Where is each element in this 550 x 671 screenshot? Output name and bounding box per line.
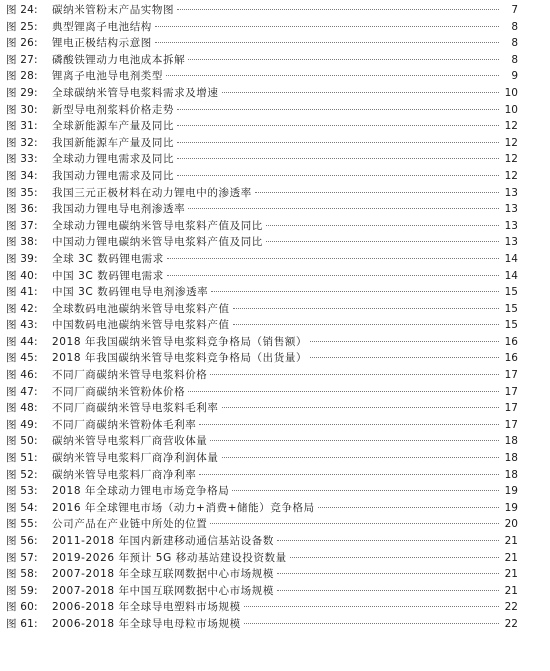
toc-entry[interactable] xyxy=(6,284,518,301)
figure-number: 图 58: xyxy=(6,568,38,581)
figure-number: 图 52: xyxy=(6,468,38,481)
page-number: 12 xyxy=(504,120,518,133)
figure-number: 图 29: xyxy=(6,86,38,99)
page-number: 14 xyxy=(504,252,518,265)
page-number: 21 xyxy=(504,551,518,564)
toc-entry[interactable] xyxy=(6,550,518,567)
dot-leader xyxy=(210,374,499,375)
toc-entry[interactable] xyxy=(6,500,518,517)
page-number: 8 xyxy=(511,37,518,50)
page-number: 12 xyxy=(504,153,518,166)
page-number: 10 xyxy=(504,103,518,116)
figure-number: 图 31: xyxy=(6,120,38,133)
dot-leader xyxy=(177,142,499,143)
dot-leader xyxy=(188,391,499,392)
page-number: 16 xyxy=(504,352,518,365)
figure-number: 图 60: xyxy=(6,601,38,614)
toc-entry[interactable] xyxy=(6,516,518,533)
page-number: 19 xyxy=(504,501,518,514)
dot-leader xyxy=(232,490,499,491)
dot-leader xyxy=(155,26,499,27)
figure-number: 图 37: xyxy=(6,219,38,232)
toc-entry[interactable] xyxy=(6,367,518,384)
figure-number: 图 41: xyxy=(6,286,38,299)
page-number: 22 xyxy=(504,601,518,614)
figure-number: 图 34: xyxy=(6,169,38,182)
figure-title: 不同厂商碳纳米管导电浆料价格 xyxy=(52,369,208,382)
figure-title: 我国动力锂电需求及同比 xyxy=(52,169,175,182)
toc-entry[interactable] xyxy=(6,251,518,268)
dot-leader xyxy=(155,42,499,43)
page-number: 21 xyxy=(504,568,518,581)
figure-title: 2011-2018 年国内新建移动通信基站设备数 xyxy=(52,535,274,547)
page-number: 17 xyxy=(504,418,518,431)
figure-title: 典型锂离子电池结构 xyxy=(52,20,152,33)
toc-entry[interactable] xyxy=(6,350,518,367)
dot-leader xyxy=(188,208,499,209)
page-number: 13 xyxy=(504,219,518,232)
figure-number: 图 33: xyxy=(6,153,38,166)
dot-leader xyxy=(233,324,499,325)
figure-number: 图 46: xyxy=(6,369,38,382)
figure-title: 2019-2026 年预计 5G 移动基站建设投资数量 xyxy=(52,551,287,564)
toc-entry[interactable] xyxy=(6,68,518,85)
page-number: 10 xyxy=(504,86,518,99)
figure-title: 我国三元正极材料在动力锂电中的渗透率 xyxy=(52,186,252,199)
figure-title: 锂电正极结构示意图 xyxy=(52,37,152,50)
toc-entry[interactable] xyxy=(6,168,518,185)
page-number: 15 xyxy=(504,286,518,299)
page-number: 15 xyxy=(504,319,518,332)
figure-number: 图 28: xyxy=(6,70,38,83)
toc-entry[interactable] xyxy=(6,599,518,616)
figure-number: 图 57: xyxy=(6,551,38,564)
figure-number: 图 35: xyxy=(6,186,38,199)
figure-number: 图 61: xyxy=(6,617,38,630)
toc-entry[interactable] xyxy=(6,234,518,251)
figure-title: 碳纳米管导电浆料厂商净利润体量 xyxy=(52,452,219,465)
toc-entry[interactable] xyxy=(6,483,518,500)
dot-leader xyxy=(210,523,499,524)
figure-number: 图 30: xyxy=(6,103,38,116)
figure-number: 图 26: xyxy=(6,37,38,50)
figure-number: 图 27: xyxy=(6,53,38,66)
dot-leader xyxy=(266,225,499,226)
figure-number: 图 44: xyxy=(6,335,38,348)
figure-number: 图 48: xyxy=(6,402,38,415)
figure-number: 图 42: xyxy=(6,302,38,315)
page-number: 18 xyxy=(504,468,518,481)
page-number: 13 xyxy=(504,203,518,216)
toc-entry[interactable] xyxy=(6,317,518,334)
toc-entry[interactable] xyxy=(6,52,518,69)
figure-number: 图 25: xyxy=(6,20,38,33)
figure-title: 2007-2018 年中国互联网数据中心市场规模 xyxy=(52,584,274,597)
figure-number: 图 24: xyxy=(6,4,38,16)
dot-leader xyxy=(167,258,499,259)
figure-title: 2018 年我国碳纳米管导电浆料竞争格局（销售额） xyxy=(52,335,308,348)
toc-entry[interactable] xyxy=(6,384,518,401)
figure-title: 锂离子电池导电剂类型 xyxy=(52,70,163,83)
figure-title: 我国新能源车产量及同比 xyxy=(52,136,175,149)
dot-leader xyxy=(199,474,499,475)
toc-entry[interactable] xyxy=(6,2,518,19)
figure-number: 图 54: xyxy=(6,501,38,514)
toc-entry[interactable] xyxy=(6,400,518,417)
page-number: 21 xyxy=(504,584,518,597)
figure-number: 图 59: xyxy=(6,584,38,597)
toc-entry[interactable] xyxy=(6,35,518,52)
dot-leader xyxy=(277,540,499,541)
figure-title: 磷酸铁锂动力电池成本拆解 xyxy=(52,53,186,66)
figure-number: 图 50: xyxy=(6,435,38,448)
figure-title: 全球新能源车产量及同比 xyxy=(52,120,175,133)
figure-title: 不同厂商碳纳米管粉体毛利率 xyxy=(52,418,197,431)
page-number: 21 xyxy=(504,535,518,547)
toc-entry[interactable] xyxy=(6,566,518,583)
figure-title: 中国数码电池碳纳米管导电浆料产值 xyxy=(52,319,230,332)
dot-leader xyxy=(222,457,500,458)
dot-leader xyxy=(233,308,499,309)
figure-number: 图 45: xyxy=(6,352,38,365)
figure-title: 2016 年全球锂电市场（动力+消费+储能）竞争格局 xyxy=(52,501,315,514)
page-number: 17 xyxy=(504,402,518,415)
figure-title: 中国 3C 数码锂电需求 xyxy=(52,269,164,282)
toc-entry[interactable] xyxy=(6,135,518,152)
figure-title: 2018 年全球动力锂电市场竞争格局 xyxy=(52,485,230,498)
toc-entry[interactable] xyxy=(6,102,518,119)
figure-number: 图 32: xyxy=(6,136,38,149)
figure-title: 中国 3C 数码锂电导电剂渗透率 xyxy=(52,286,209,299)
figure-title: 不同厂商碳纳米管粉体价格 xyxy=(52,385,186,398)
page-number: 15 xyxy=(504,302,518,315)
dot-leader xyxy=(211,291,499,292)
toc-entry[interactable] xyxy=(6,185,518,202)
dot-leader xyxy=(244,623,499,624)
toc-entry[interactable] xyxy=(6,417,518,434)
dot-leader xyxy=(310,357,499,358)
figure-number: 图 55: xyxy=(6,518,38,531)
figure-number: 图 39: xyxy=(6,252,38,265)
dot-leader xyxy=(167,275,499,276)
figure-number: 图 36: xyxy=(6,203,38,216)
figure-title: 全球动力锂电碳纳米管导电浆料产值及同比 xyxy=(52,219,263,232)
figure-title: 全球 3C 数码锂电需求 xyxy=(52,252,164,265)
toc-entry[interactable] xyxy=(6,201,518,218)
dot-leader xyxy=(166,75,499,76)
figure-number: 图 47: xyxy=(6,385,38,398)
toc-entry[interactable] xyxy=(6,268,518,285)
dot-leader xyxy=(210,440,499,441)
dot-leader xyxy=(177,109,499,110)
figure-number: 图 38: xyxy=(6,236,38,249)
dot-leader xyxy=(244,606,499,607)
toc-entry[interactable] xyxy=(6,334,518,351)
toc-entry[interactable] xyxy=(6,616,518,633)
figure-title: 碳纳米管导电浆料厂商营收体量 xyxy=(52,435,208,448)
figure-title: 我国动力锂电导电剂渗透率 xyxy=(52,203,186,216)
dot-leader xyxy=(266,241,499,242)
figure-title: 碳纳米管导电浆料厂商净利率 xyxy=(52,468,197,481)
page-number: 12 xyxy=(504,169,518,182)
dot-leader xyxy=(199,424,499,425)
page-number: 8 xyxy=(511,20,518,33)
page-number: 16 xyxy=(504,335,518,348)
figure-title: 2006-2018 年全球导电塑料市场规模 xyxy=(52,601,241,614)
figure-title: 2007-2018 年全球互联网数据中心市场规模 xyxy=(52,568,274,581)
toc-entry[interactable] xyxy=(6,433,518,450)
dot-leader xyxy=(222,92,500,93)
page-number: 17 xyxy=(504,385,518,398)
page-number: 20 xyxy=(504,518,518,531)
figure-number: 图 51: xyxy=(6,452,38,465)
toc-entry[interactable] xyxy=(6,450,518,467)
dot-leader xyxy=(177,125,499,126)
page-number: 18 xyxy=(504,452,518,465)
toc-entry[interactable] xyxy=(6,218,518,235)
dot-leader xyxy=(177,158,499,159)
figure-number: 图 56: xyxy=(6,535,38,547)
figure-list xyxy=(6,2,518,633)
figure-title: 公司产品在产业链中所处的位置 xyxy=(52,518,208,531)
page-number: 8 xyxy=(511,53,518,66)
figure-title: 新型导电剂浆料价格走势 xyxy=(52,103,175,116)
figure-title: 不同厂商碳纳米管导电浆料毛利率 xyxy=(52,402,219,415)
dot-leader xyxy=(277,590,499,591)
toc-entry[interactable] xyxy=(6,85,518,102)
figure-number: 图 53: xyxy=(6,485,38,498)
toc-entry[interactable] xyxy=(6,118,518,135)
toc-entry[interactable] xyxy=(6,19,518,36)
page-number: 19 xyxy=(504,485,518,498)
toc-entry[interactable] xyxy=(6,533,518,550)
dot-leader xyxy=(277,573,499,574)
figure-title: 全球碳纳米管导电浆料需求及增速 xyxy=(52,86,219,99)
figure-title: 全球数码电池碳纳米管导电浆料产值 xyxy=(52,302,230,315)
toc-entry[interactable] xyxy=(6,583,518,600)
toc-entry[interactable] xyxy=(6,301,518,318)
figure-title: 全球动力锂电需求及同比 xyxy=(52,153,175,166)
page-number: 9 xyxy=(511,70,518,83)
figure-number: 图 40: xyxy=(6,269,38,282)
figure-number: 图 43: xyxy=(6,319,38,332)
dot-leader xyxy=(310,341,499,342)
toc-entry[interactable] xyxy=(6,467,518,484)
page-number: 22 xyxy=(504,617,518,630)
toc-entry[interactable] xyxy=(6,151,518,168)
page-number: 14 xyxy=(504,269,518,282)
dot-leader xyxy=(290,557,499,558)
figure-title: 2018 年我国碳纳米管导电浆料竞争格局（出货量） xyxy=(52,352,308,365)
figure-number: 图 49: xyxy=(6,418,38,431)
page-number: 18 xyxy=(504,435,518,448)
page-number: 13 xyxy=(504,186,518,199)
figure-title: 碳纳米管粉末产品实物图 xyxy=(52,4,175,16)
figure-title: 中国动力锂电碳纳米管导电浆料产值及同比 xyxy=(52,236,263,249)
page-number: 13 xyxy=(504,236,518,249)
dot-leader xyxy=(318,507,499,508)
dot-leader xyxy=(188,59,499,60)
dot-leader xyxy=(255,192,499,193)
page-number: 12 xyxy=(504,136,518,149)
figure-title: 2006-2018 年全球导电母粒市场规模 xyxy=(52,617,241,630)
dot-leader xyxy=(177,175,499,176)
page-number: 17 xyxy=(504,369,518,382)
dot-leader xyxy=(177,9,499,10)
dot-leader xyxy=(222,407,500,408)
page-number: 7 xyxy=(511,4,518,16)
